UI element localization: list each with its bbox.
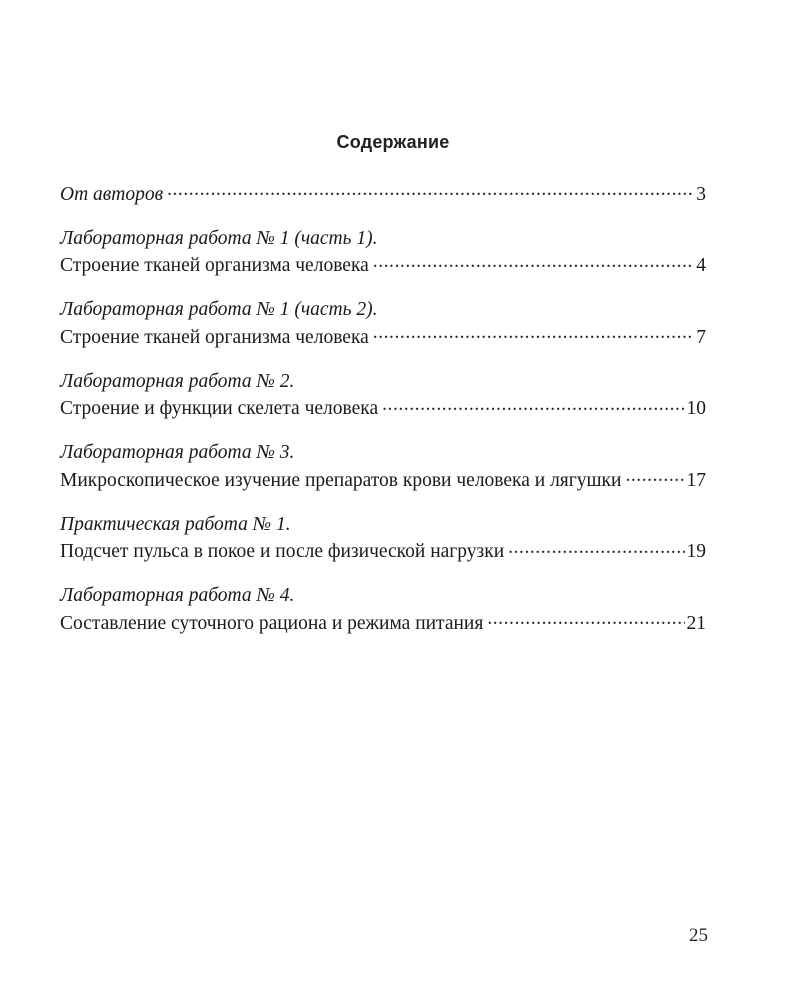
dot-leader bbox=[508, 538, 684, 558]
toc-entry-heading: Лабораторная работа № 1 (часть 1). bbox=[60, 227, 378, 249]
dot-leader bbox=[167, 180, 694, 200]
toc-entry-page-number: 17 bbox=[686, 469, 706, 491]
toc-entry-page-number: 19 bbox=[686, 541, 706, 562]
dot-leader bbox=[373, 252, 694, 272]
toc-entry[interactable] bbox=[60, 583, 706, 637]
toc-entry-heading: Лабораторная работа № 4. bbox=[60, 585, 295, 606]
toc-entry-heading: Практическая работа № 1. bbox=[60, 513, 291, 535]
toc-entry-title: Строение и функции скелета человека bbox=[60, 398, 379, 419]
toc-entry-row[interactable] bbox=[60, 395, 706, 423]
toc-entry-page-number: 21 bbox=[686, 612, 706, 634]
toc-entry-row[interactable] bbox=[60, 252, 706, 280]
toc-entry[interactable] bbox=[60, 226, 706, 280]
toc-entry-heading: Лабораторная работа № 1 (часть 2). bbox=[60, 299, 378, 320]
toc-entry[interactable] bbox=[60, 512, 706, 566]
dot-leader bbox=[625, 466, 684, 486]
page-title: Содержание bbox=[336, 132, 450, 152]
table-of-contents bbox=[60, 180, 706, 637]
toc-entry-title: От авторов bbox=[60, 183, 164, 205]
dot-leader bbox=[373, 323, 694, 343]
toc-entry[interactable] bbox=[60, 369, 706, 423]
toc-entry-heading: Лабораторная работа № 2. bbox=[60, 370, 295, 392]
toc-entry-title: Подсчет пульса в покое и после физической нагрузки bbox=[60, 541, 505, 562]
toc-entry[interactable] bbox=[60, 440, 706, 494]
toc-entry[interactable] bbox=[60, 297, 706, 351]
dot-leader bbox=[487, 609, 684, 629]
toc-entry-heading: Лабораторная работа № 3. bbox=[60, 442, 295, 463]
toc-entry-page-number: 10 bbox=[686, 398, 706, 419]
toc-entry-row[interactable] bbox=[60, 609, 706, 637]
dot-leader bbox=[382, 395, 684, 415]
toc-entry-row[interactable] bbox=[60, 323, 706, 351]
page-folio: 25 bbox=[689, 925, 708, 946]
toc-entry-row[interactable] bbox=[60, 538, 706, 566]
toc-entry[interactable] bbox=[60, 180, 706, 208]
toc-entry-row[interactable] bbox=[60, 466, 706, 494]
toc-entry-title: Строение тканей организма человека bbox=[60, 255, 369, 276]
toc-entry-page-number: 3 bbox=[696, 183, 706, 205]
toc-entry-title: Строение тканей организма человека bbox=[60, 326, 369, 348]
toc-entry-title: Микроскопическое изучение препаратов крови человека и лягушки bbox=[60, 469, 622, 491]
toc-entry-title: Составление суточного рациона и режима питания bbox=[60, 612, 484, 634]
toc-entry-row[interactable] bbox=[60, 180, 706, 208]
toc-entry-page-number: 4 bbox=[696, 255, 706, 276]
toc-entry-page-number: 7 bbox=[696, 326, 706, 348]
